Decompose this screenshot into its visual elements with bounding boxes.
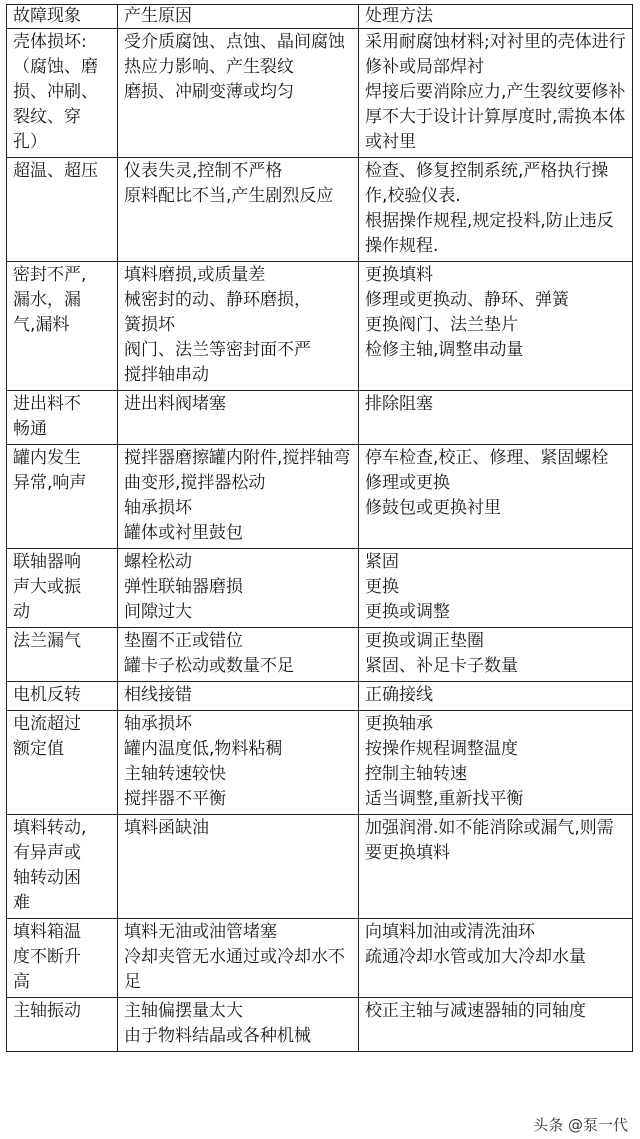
cause-line: 相线接错	[124, 685, 192, 705]
cause-cell	[118, 628, 359, 682]
symptom-cell	[7, 262, 118, 391]
cause-line: 主轴偏摆量太大	[124, 1001, 243, 1021]
symptom-line: 畅通	[13, 419, 47, 439]
remedy-cell	[359, 998, 633, 1052]
symptom-cell	[7, 628, 118, 682]
symptom-line: 气,漏料	[13, 315, 70, 335]
cause-line: 受介质腐蚀、点蚀、晶间腐蚀	[124, 32, 345, 52]
symptom-line: 联轴器响	[13, 552, 81, 572]
symptom-cell	[7, 682, 118, 711]
remedy-line: 焊接后要消除应力,产生裂纹要修补	[365, 82, 626, 102]
cause-line: 螺栓松动	[124, 552, 192, 572]
remedy-line: 检修主轴,调整串动量	[365, 340, 524, 360]
symptom-line: 高	[13, 972, 30, 992]
symptom-cell	[7, 391, 118, 445]
cause-cell	[118, 549, 359, 628]
symptom-line: 孔）	[13, 132, 47, 152]
remedy-line: 更换阀门、法兰垫片	[365, 315, 518, 335]
cause-line: 簧损坏	[124, 315, 175, 335]
symptom-line: 罐内发生	[13, 448, 81, 468]
symptom-cell	[7, 445, 118, 549]
symptom-cell	[7, 158, 118, 262]
remedy-line: 紧固	[365, 552, 399, 572]
fault-table-container	[6, 4, 632, 1052]
cause-line: 械密封的动、静环磨损，	[124, 290, 311, 310]
symptom-line: 漏水，漏	[13, 290, 81, 310]
table-row	[7, 549, 633, 628]
remedy-cell	[359, 549, 633, 628]
symptom-line: 轴转动困	[13, 868, 81, 888]
remedy-cell	[359, 711, 633, 815]
symptom-line: 填料箱温	[13, 922, 81, 942]
symptom-line: 异常,响声	[13, 473, 87, 493]
remedy-line: 疏通冷却水管或加大冷却水量	[365, 947, 586, 967]
table-row	[7, 682, 633, 711]
symptom-line: 电流超过	[13, 714, 81, 734]
table-row	[7, 998, 633, 1052]
header-cause: 产生原因	[118, 5, 359, 29]
cause-line: 填料函缺油	[124, 818, 209, 838]
table-row	[7, 445, 633, 549]
remedy-line: 更换填料	[365, 265, 433, 285]
header-symptom: 故障现象	[7, 5, 118, 29]
cause-cell	[118, 682, 359, 711]
cause-line: 仪表失灵,控制不严格	[124, 161, 283, 181]
cause-line: 热应力影响、产生裂纹	[124, 57, 294, 77]
symptom-line: 填料转动,	[13, 818, 87, 838]
remedy-cell	[359, 262, 633, 391]
symptom-line: 超温、超压	[13, 161, 98, 181]
cause-line: 罐卡子松动或数量不足	[124, 656, 294, 676]
cause-cell	[118, 815, 359, 919]
symptom-line: 难	[13, 893, 30, 913]
remedy-cell	[359, 919, 633, 998]
symptom-cell	[7, 711, 118, 815]
symptom-line: 主轴振动	[13, 1001, 81, 1021]
cause-line: 弹性联轴器磨损	[124, 577, 243, 597]
remedy-line: 修理或更换动、静环、弹簧	[365, 290, 569, 310]
cause-line: 填料无油或油管堵塞	[124, 922, 277, 942]
remedy-line: 控制主轴转速	[365, 764, 467, 784]
cause-line: 轴承损坏	[124, 498, 192, 518]
symptom-cell	[7, 919, 118, 998]
remedy-line: 修理或更换	[365, 473, 450, 493]
cause-cell	[118, 445, 359, 549]
symptom-line: 额定值	[13, 739, 64, 759]
table-row	[7, 711, 633, 815]
remedy-cell	[359, 628, 633, 682]
cause-cell	[118, 262, 359, 391]
table-row	[7, 815, 633, 919]
symptom-line: 度不断升	[13, 947, 81, 967]
fault-table	[6, 4, 633, 1052]
remedy-line: 紧固、补足卡子数量	[365, 656, 518, 676]
symptom-line: 动	[13, 602, 30, 622]
table-row	[7, 391, 633, 445]
remedy-line: 停车检查,校正、修理、紧固螺栓	[365, 448, 609, 468]
cause-cell	[118, 29, 359, 158]
table-row	[7, 262, 633, 391]
header-row	[7, 5, 633, 29]
cause-cell	[118, 919, 359, 998]
cause-line: 搅拌器磨擦罐内附件,搅拌轴弯曲变形,搅拌器松动	[124, 448, 351, 493]
cause-line: 罐内温度低,物料粘稠	[124, 739, 283, 759]
cause-line: 主轴转速较快	[124, 764, 226, 784]
remedy-line: 更换或调整	[365, 602, 450, 622]
cause-line: 由于物料结晶或各种机械	[124, 1026, 311, 1046]
cause-line: 搅拌轴串动	[124, 365, 209, 385]
symptom-line: 壳体损坏:	[13, 32, 87, 52]
remedy-line: 检查、修复控制系统,严格执行操作,校验仪表.	[365, 161, 609, 206]
remedy-line: 正确接线	[365, 685, 433, 705]
remedy-line: 向填料加油或清洗油环	[365, 922, 535, 942]
remedy-line: 校正主轴与减速器轴的同轴度	[365, 1001, 586, 1021]
remedy-cell	[359, 445, 633, 549]
symptom-line: 有异声或	[13, 843, 81, 863]
symptom-cell	[7, 549, 118, 628]
table-row	[7, 158, 633, 262]
cause-line: 间隙过大	[124, 602, 192, 622]
symptom-line: 进出料不	[13, 394, 81, 414]
symptom-cell	[7, 998, 118, 1052]
remedy-line: 按操作规程调整温度	[365, 739, 518, 759]
table-row	[7, 29, 633, 158]
remedy-line: 更换或调正垫圈	[365, 631, 484, 651]
symptom-line: 电机反转	[13, 685, 81, 705]
table-body	[7, 29, 633, 1052]
symptom-line: 密封不严,	[13, 265, 87, 285]
remedy-line: 更换轴承	[365, 714, 433, 734]
remedy-line: 排除阻塞	[365, 394, 433, 414]
cause-line: 罐体或衬里鼓包	[124, 523, 243, 543]
remedy-cell	[359, 158, 633, 262]
remedy-line: 采用耐腐蚀材料;对衬里的壳体进行修补或局部焊衬	[365, 32, 626, 77]
cause-line: 原料配比不当,产生剧烈反应	[124, 186, 334, 206]
cause-cell	[118, 711, 359, 815]
cause-line: 进出料阀堵塞	[124, 394, 226, 414]
table-row	[7, 628, 633, 682]
symptom-line: 声大或振	[13, 577, 81, 597]
table-row	[7, 919, 633, 998]
cause-line: 轴承损坏	[124, 714, 192, 734]
remedy-line: 厚不大于设计计算厚度时,需换本体或衬里	[365, 107, 626, 152]
symptom-line: 裂纹、穿	[13, 107, 81, 127]
symptom-line: 法兰漏气	[13, 631, 81, 651]
remedy-cell	[359, 682, 633, 711]
cause-cell	[118, 998, 359, 1052]
cause-cell	[118, 158, 359, 262]
cause-line: 填料磨损,或质量差	[124, 265, 266, 285]
cause-line: 垫圈不正或错位	[124, 631, 243, 651]
cause-line: 阀门、法兰等密封面不严	[124, 340, 311, 360]
remedy-cell	[359, 391, 633, 445]
remedy-line: 适当调整,重新找平衡	[365, 789, 524, 809]
remedy-line: 修鼓包或更换衬里	[365, 498, 501, 518]
cause-line: 磨损、冲刷变薄或均匀	[124, 82, 294, 102]
watermark-text: 头条 @泵一代	[533, 1116, 628, 1134]
remedy-line: 根据操作规程,规定投料,防止违反操作规程.	[365, 211, 614, 256]
remedy-cell	[359, 29, 633, 158]
header-remedy: 处理方法	[359, 5, 633, 29]
symptom-line: 损、冲刷、	[13, 82, 98, 102]
cause-line: 搅拌器不平衡	[124, 789, 226, 809]
cause-cell	[118, 391, 359, 445]
symptom-cell	[7, 815, 118, 919]
remedy-cell	[359, 815, 633, 919]
remedy-line: 更换	[365, 577, 399, 597]
cause-line: 冷却夹管无水通过或冷却水不足	[124, 947, 345, 992]
remedy-line: 加强润滑.如不能消除或漏气,则需要更换填料	[365, 818, 614, 863]
symptom-line: （腐蚀、磨	[13, 57, 98, 77]
symptom-cell	[7, 29, 118, 158]
